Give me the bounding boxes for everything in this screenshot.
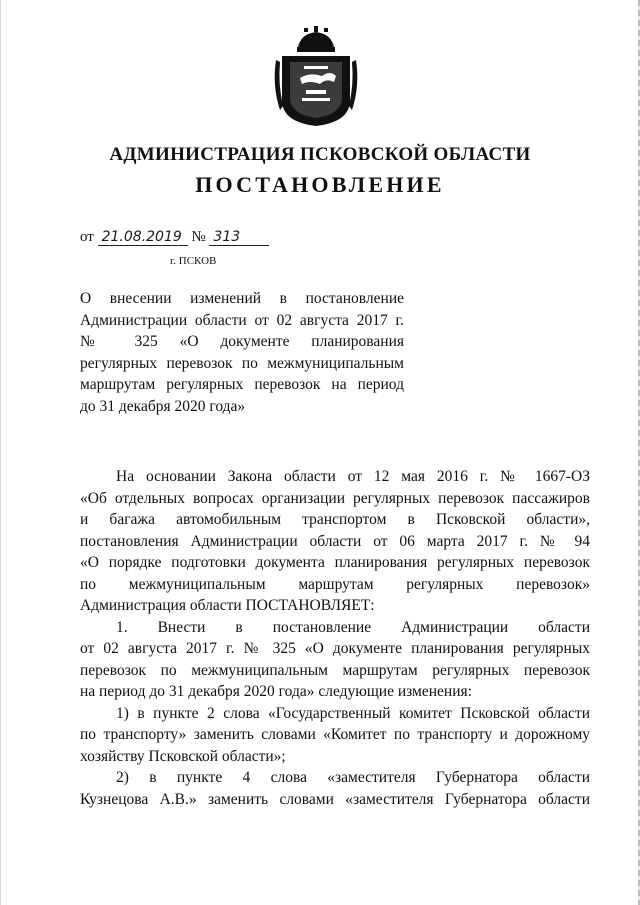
body-line: и багажа автомобильным транспортом в Псковской области», bbox=[80, 511, 590, 528]
page-left-edge bbox=[0, 0, 1, 905]
subject-line: Администрации области от 02 августа 2017 г. bbox=[80, 311, 404, 329]
subject-line: № 325 «О документе планирования bbox=[80, 333, 404, 350]
body-line: от 02 августа 2017 г. № 325 «О документе планирования регулярных bbox=[80, 640, 590, 657]
date-prefix: от bbox=[80, 229, 94, 245]
body-line: хозяйству Псковской области»; bbox=[80, 747, 286, 765]
document-body bbox=[80, 466, 590, 810]
body-line: Администрация области ПОСТАНОВЛЯЕТ: bbox=[80, 597, 375, 614]
body-line: постановления Администрации области от 06 марта 2017 г. № 94 bbox=[80, 532, 590, 550]
subject-line: до 31 декабря 2020 года» bbox=[80, 397, 246, 415]
body-line: 2) в пункте 4 слова «заместителя Губернатора области bbox=[116, 769, 590, 786]
body-line: «Об отдельных вопросах организации регулярных перевозок пассажиров bbox=[80, 489, 590, 507]
coat-of-arms-emblem bbox=[270, 26, 362, 126]
body-line: 1) в пункте 2 слова «Государственный комитет Псковской области bbox=[116, 704, 590, 722]
body-line: На основании Закона области от 12 мая 2016 г. № 1667-ОЗ bbox=[116, 468, 590, 485]
body-line: на период до 31 декабря 2020 года» следующие изменения: bbox=[80, 683, 472, 700]
handwritten-date: 21.08.2019 bbox=[98, 229, 188, 246]
document-type-title: ПОСТАНОВЛЕНИЕ bbox=[195, 172, 445, 197]
subject-line: регулярных перевозок по межмуниципальным bbox=[80, 354, 404, 372]
body-line: «О порядке подготовки документа планирования регулярных перевозок bbox=[80, 554, 590, 571]
body-line: Кузнецова А.В.» заменить словами «заместителя Губернатора области bbox=[80, 790, 590, 808]
document-subject bbox=[80, 288, 404, 417]
subject-line: О внесении изменений в постановление bbox=[80, 290, 404, 307]
body-line: по транспорту» заменить словами «Комитет по транспорту и дорожному bbox=[80, 726, 590, 743]
city-label: г. ПСКОВ bbox=[170, 255, 217, 267]
subject-line: маршрутам регулярных перевозок на период bbox=[80, 376, 404, 393]
date-number-line bbox=[80, 229, 269, 246]
organization-title: АДМИНИСТРАЦИЯ ПСКОВСКОЙ ОБЛАСТИ bbox=[109, 144, 531, 165]
body-line: 1. Внести в постановление Администрации области bbox=[116, 618, 590, 636]
handwritten-number: 313 bbox=[209, 229, 269, 246]
body-line: перевозок по межмуниципальным маршрутам регулярных перевозок bbox=[80, 661, 590, 679]
body-line: по межмуниципальным маршрутам регулярных перевозок» bbox=[80, 575, 590, 593]
number-prefix: № bbox=[191, 229, 206, 245]
